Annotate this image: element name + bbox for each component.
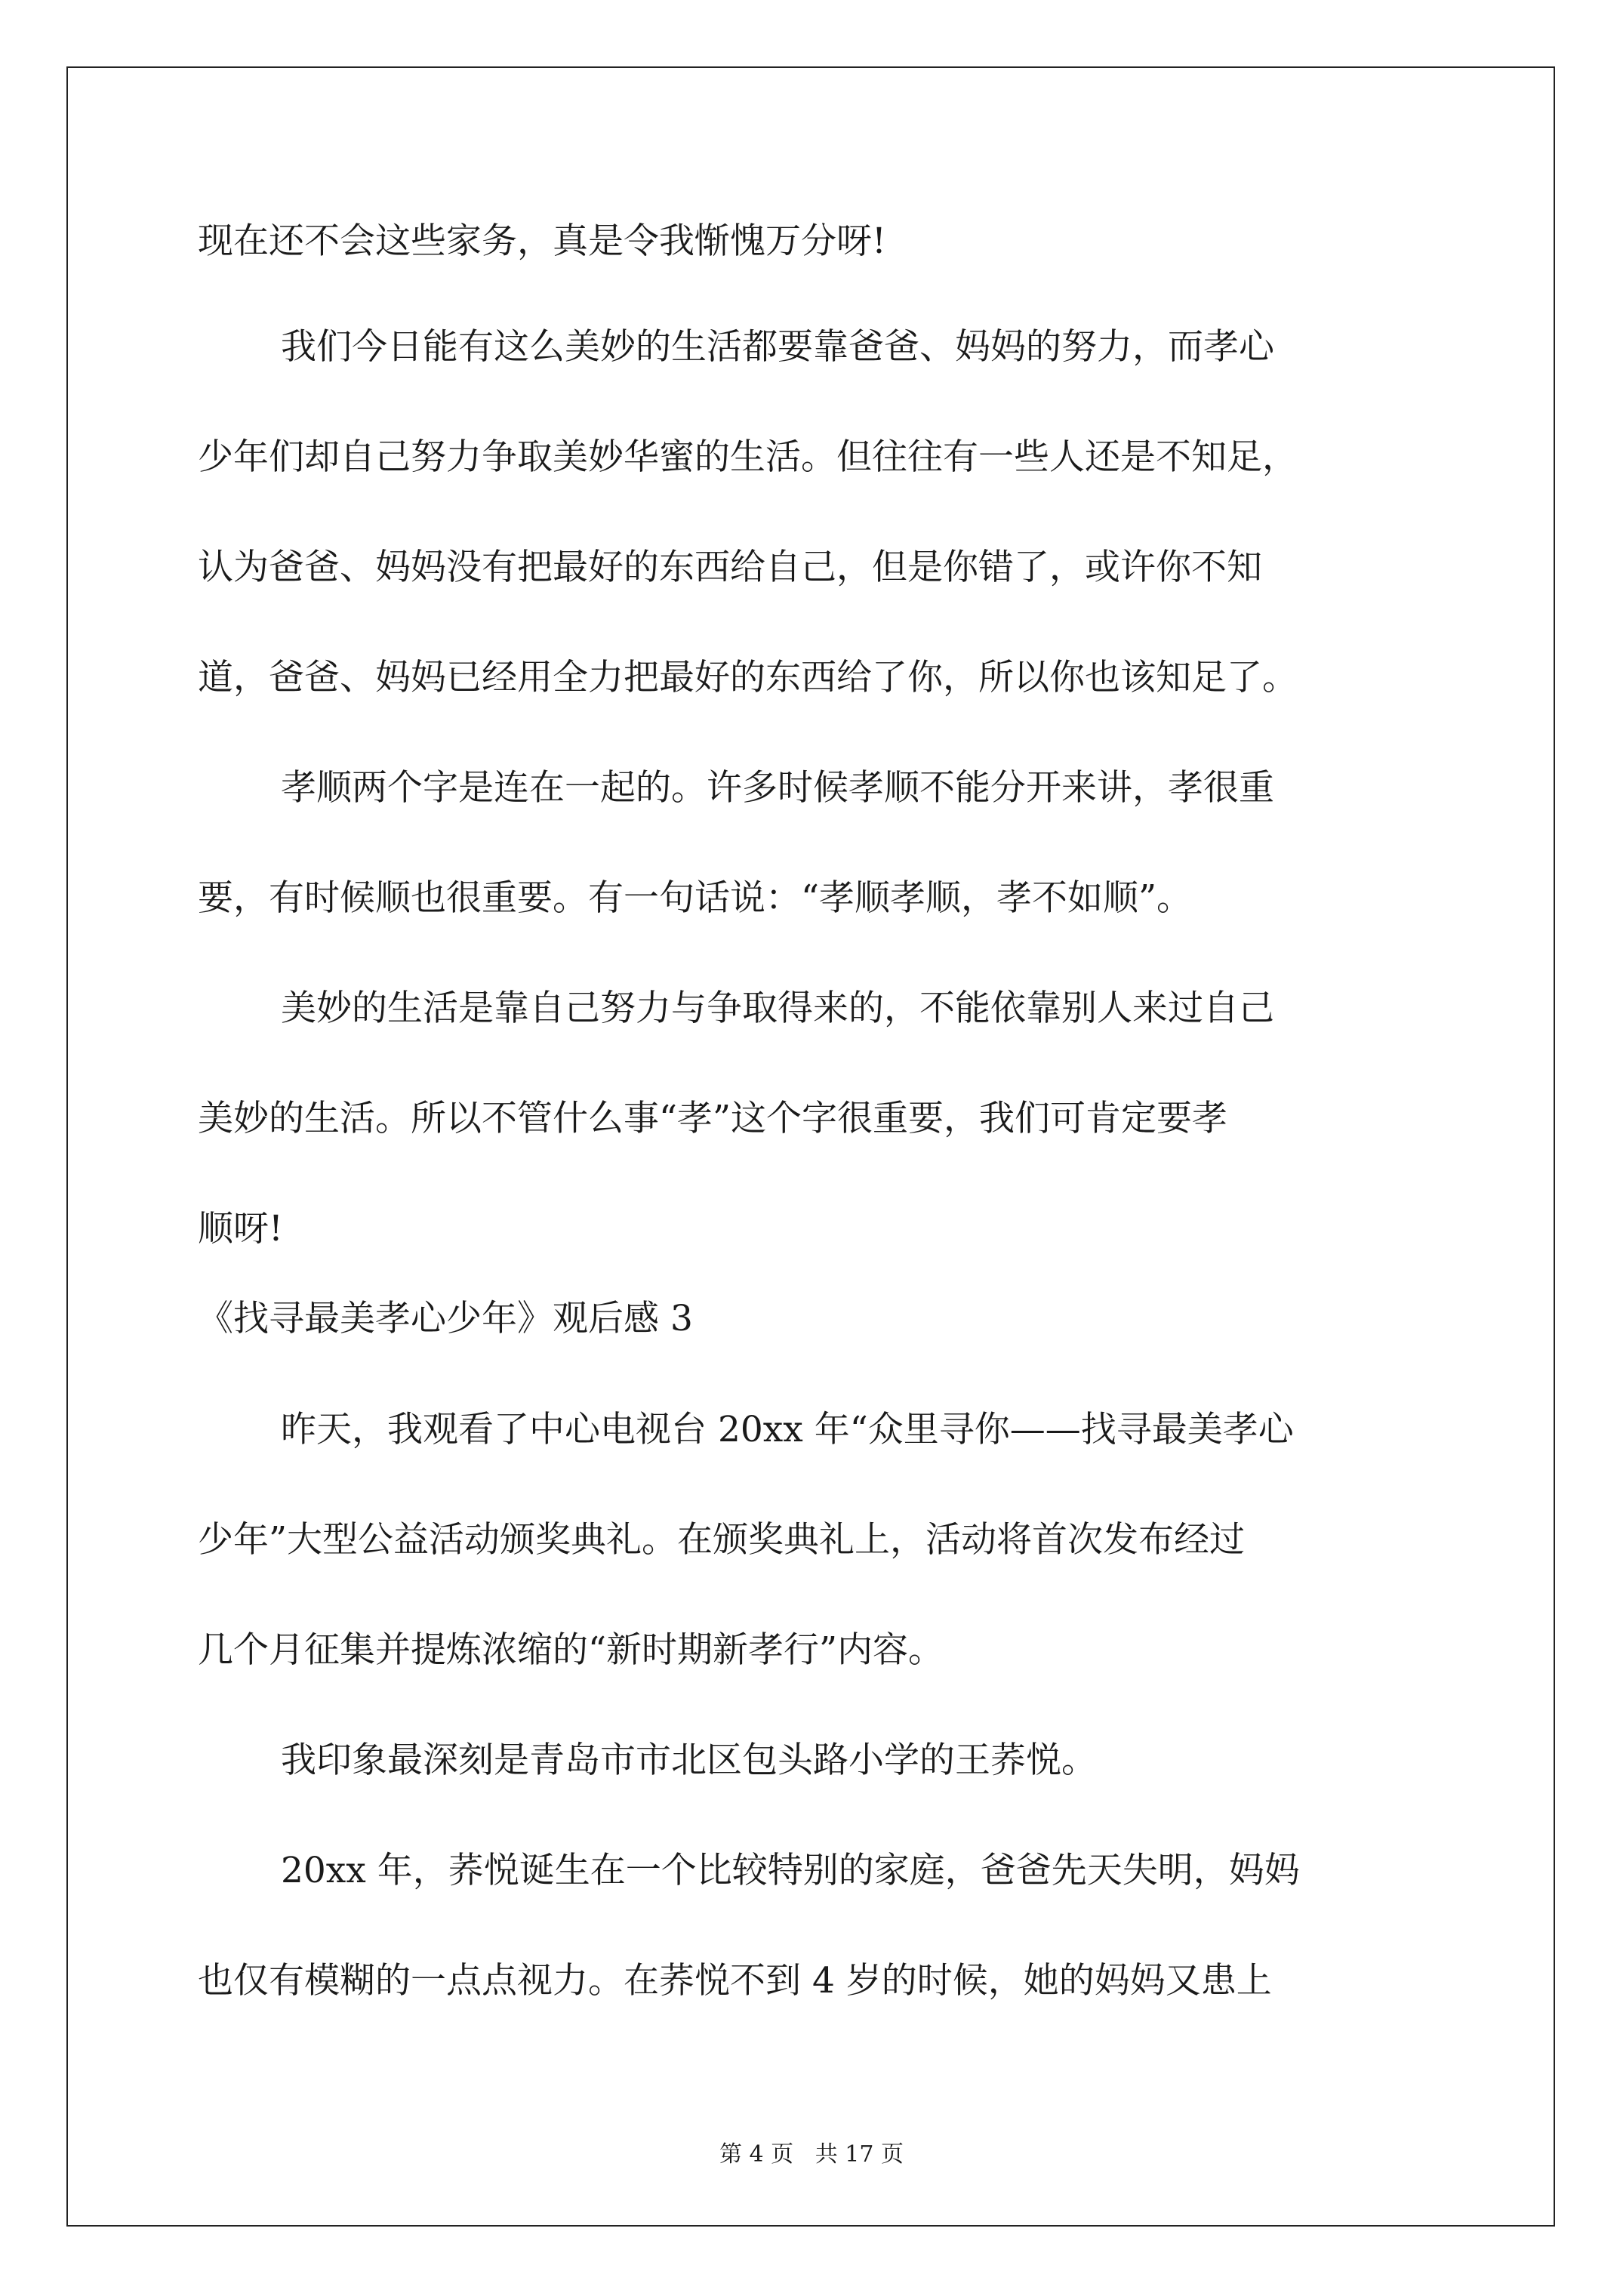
paragraph-first-line: 美妙的生活是靠自己努力与争取得来的，不能依靠别人来过自己: [281, 988, 1274, 1029]
paragraph-first-line: 昨天，我观看了中心电视台 20xx 年“众里寻你——找寻最美孝心: [281, 1409, 1294, 1450]
text-line: 美妙的生活。所以不管什么事“孝”这个字很重要，我们可肯定要孝: [198, 1098, 1228, 1139]
text-line: 道，爸爸、妈妈已经用全力把最好的东西给了你，所以你也该知足了。: [198, 657, 1298, 698]
text-line: 少年”大型公益活动颁奖典礼。在颁奖典礼上，活动将首次发布经过: [198, 1519, 1246, 1561]
section-heading: 《找寻最美孝心少年》观后感 3: [198, 1298, 693, 1339]
page-number-footer: 第 4 页 共 17 页: [719, 2141, 904, 2168]
paragraph-first-line: 20xx 年，荞悦诞生在一个比较特别的家庭，爸爸先天失明，妈妈: [281, 1850, 1300, 1891]
paragraph-first-line: 我印象最深刻是青岛市市北区包头路小学的王荞悦。: [281, 1740, 1097, 1781]
page-border: [66, 66, 1555, 2227]
text-line: 几个月征集并提炼浓缩的“新时期新孝行”内容。: [198, 1629, 944, 1671]
text-line: 认为爸爸、妈妈没有把最好的东西给自己，但是你错了，或许你不知: [198, 547, 1262, 588]
text-line: 也仅有模糊的一点点视力。在荞悦不到 4 岁的时候，她的妈妈又患上: [198, 1960, 1272, 2002]
text-line: 少年们却自己努力争取美妙华蜜的生活。但往往有一些人还是不知足，: [198, 436, 1298, 478]
paragraph-first-line: 我们今日能有这么美妙的生活都要靠爸爸、妈妈的努力，而孝心: [281, 326, 1274, 368]
text-line: 顺呀!: [198, 1208, 283, 1250]
text-line: 现在还不会这些家务，真是令我惭愧万分呀!: [198, 220, 886, 262]
paragraph-first-line: 孝顺两个字是连在一起的。许多时候孝顺不能分开来讲，孝很重: [281, 767, 1274, 809]
text-line: 要，有时候顺也很重要。有一句话说：“孝顺孝顺，孝不如顺”。: [198, 877, 1193, 919]
